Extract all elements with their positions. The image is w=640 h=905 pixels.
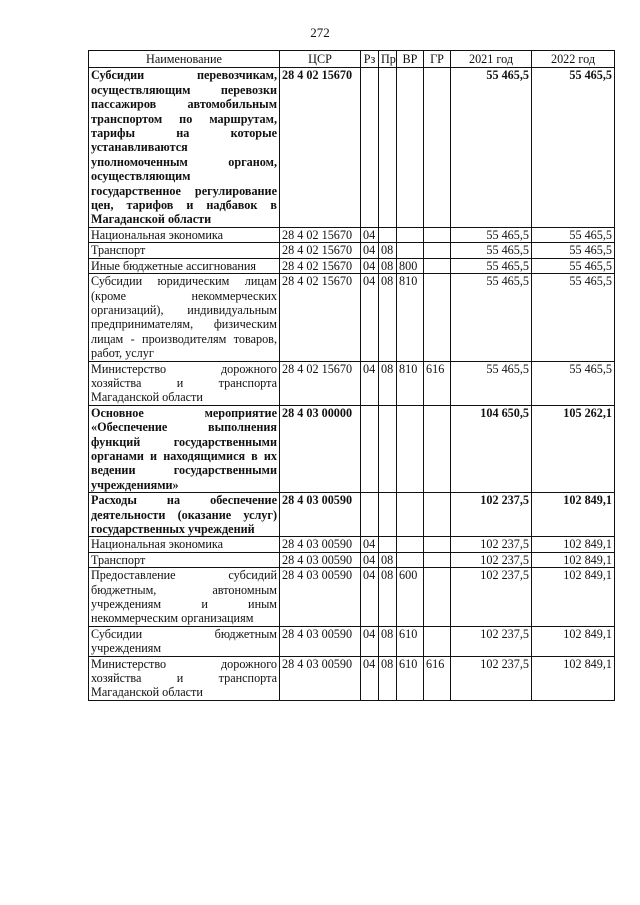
table-row [89, 274, 615, 361]
cell-gr [424, 552, 451, 567]
cell-rz: 04 [361, 537, 379, 552]
cell-csr: 28 4 03 00590 [280, 493, 361, 537]
table-row [89, 552, 615, 567]
cell-2021: 102 237,5 [451, 493, 532, 537]
cell-2022: 55 465,5 [532, 361, 615, 405]
cell-vr [397, 405, 424, 492]
cell-vr [397, 493, 424, 537]
cell-name: Расходы на обеспечение деятельности (оказание услуг) государственных учреждений [89, 493, 280, 537]
cell-csr: 28 4 03 00590 [280, 626, 361, 656]
cell-vr [397, 552, 424, 567]
table-row [89, 361, 615, 405]
cell-2021: 55 465,5 [451, 68, 532, 227]
cell-2022: 102 849,1 [532, 552, 615, 567]
cell-rz: 04 [361, 258, 379, 273]
cell-pr [379, 493, 397, 537]
cell-csr: 28 4 03 00590 [280, 568, 361, 627]
cell-2022: 55 465,5 [532, 258, 615, 273]
cell-name: Субсидии перевозчикам, осуществляющим перевозки пассажиров автомобильным транспортом по маршрутам, тарифы на которые устанавливаются уполномоченным органом, осуществляющим государственное регулирование цен, тарифов и надбавок в Магаданской области [89, 68, 280, 227]
cell-gr [424, 227, 451, 242]
cell-2021: 102 237,5 [451, 626, 532, 656]
cell-name: Субсидии бюджетным учреждениям [89, 626, 280, 656]
cell-gr [424, 568, 451, 627]
cell-rz [361, 68, 379, 227]
cell-2022: 102 849,1 [532, 537, 615, 552]
cell-2021: 102 237,5 [451, 552, 532, 567]
cell-pr [379, 405, 397, 492]
cell-pr: 08 [379, 274, 397, 361]
cell-gr [424, 493, 451, 537]
cell-csr: 28 4 02 15670 [280, 68, 361, 227]
cell-name: Основное мероприятие «Обеспечение выполнения функций государственными органами и находящимися в их ведении государственными учреждениями» [89, 405, 280, 492]
cell-2021: 102 237,5 [451, 656, 532, 700]
cell-gr: 616 [424, 361, 451, 405]
cell-gr [424, 258, 451, 273]
cell-rz: 04 [361, 552, 379, 567]
cell-gr [424, 243, 451, 258]
cell-rz: 04 [361, 568, 379, 627]
header-vr: ВР [397, 51, 424, 68]
cell-pr [379, 68, 397, 227]
cell-vr: 610 [397, 626, 424, 656]
table-row [89, 626, 615, 656]
budget-table [88, 50, 615, 701]
cell-name: Транспорт [89, 243, 280, 258]
cell-vr [397, 243, 424, 258]
cell-csr: 28 4 02 15670 [280, 258, 361, 273]
cell-2022: 55 465,5 [532, 274, 615, 361]
cell-pr: 08 [379, 552, 397, 567]
cell-2021: 102 237,5 [451, 568, 532, 627]
header-rz: Рз [361, 51, 379, 68]
cell-csr: 28 4 03 00000 [280, 405, 361, 492]
table-row [89, 243, 615, 258]
page-number: 272 [310, 25, 330, 40]
cell-rz: 04 [361, 274, 379, 361]
cell-vr [397, 537, 424, 552]
table-header-row [89, 51, 615, 68]
header-name: Наименование [89, 51, 280, 68]
cell-2021: 104 650,5 [451, 405, 532, 492]
header-csr: ЦСР [280, 51, 361, 68]
cell-name: Министерство дорожного хозяйства и транспорта Магаданской области [89, 656, 280, 700]
cell-vr [397, 68, 424, 227]
cell-csr: 28 4 02 15670 [280, 227, 361, 242]
table-row [89, 227, 615, 242]
cell-name: Иные бюджетные ассигнования [89, 258, 280, 273]
cell-2022: 55 465,5 [532, 243, 615, 258]
cell-gr [424, 405, 451, 492]
cell-2021: 102 237,5 [451, 537, 532, 552]
cell-name: Предоставление субсидий бюджетным, автономным учреждениям и иным некоммерческим организациям [89, 568, 280, 627]
table-body [89, 68, 615, 700]
table-row [89, 656, 615, 700]
cell-2022: 102 849,1 [532, 568, 615, 627]
cell-rz [361, 405, 379, 492]
cell-gr [424, 68, 451, 227]
table-row [89, 537, 615, 552]
cell-csr: 28 4 02 15670 [280, 361, 361, 405]
cell-name: Национальная экономика [89, 227, 280, 242]
cell-pr: 08 [379, 361, 397, 405]
cell-rz [361, 493, 379, 537]
cell-vr: 800 [397, 258, 424, 273]
cell-gr [424, 274, 451, 361]
header-pr: Пр [379, 51, 397, 68]
cell-pr [379, 537, 397, 552]
cell-name: Национальная экономика [89, 537, 280, 552]
cell-2021: 55 465,5 [451, 258, 532, 273]
cell-csr: 28 4 03 00590 [280, 656, 361, 700]
cell-pr [379, 227, 397, 242]
table-row [89, 493, 615, 537]
cell-2021: 55 465,5 [451, 361, 532, 405]
header-2021: 2021 год [451, 51, 532, 68]
cell-csr: 28 4 02 15670 [280, 243, 361, 258]
cell-vr: 810 [397, 274, 424, 361]
cell-csr: 28 4 03 00590 [280, 537, 361, 552]
cell-rz: 04 [361, 626, 379, 656]
cell-pr: 08 [379, 243, 397, 258]
cell-name: Транспорт [89, 552, 280, 567]
cell-vr: 810 [397, 361, 424, 405]
cell-pr: 08 [379, 626, 397, 656]
cell-2021: 55 465,5 [451, 243, 532, 258]
cell-csr: 28 4 03 00590 [280, 552, 361, 567]
cell-2022: 105 262,1 [532, 405, 615, 492]
cell-vr [397, 227, 424, 242]
header-2022: 2022 год [532, 51, 615, 68]
cell-gr: 616 [424, 656, 451, 700]
header-gr: ГР [424, 51, 451, 68]
cell-2021: 55 465,5 [451, 227, 532, 242]
cell-pr: 08 [379, 258, 397, 273]
cell-2022: 102 849,1 [532, 656, 615, 700]
cell-rz: 04 [361, 656, 379, 700]
cell-name: Субсидии юридическим лицам (кроме некоммерческих организаций), индивидуальным предпринимателям, физическим лицам - производителям товаров, работ, услуг [89, 274, 280, 361]
cell-vr: 600 [397, 568, 424, 627]
table-row [89, 405, 615, 492]
cell-gr [424, 626, 451, 656]
cell-2022: 102 849,1 [532, 626, 615, 656]
cell-pr: 08 [379, 656, 397, 700]
cell-vr: 610 [397, 656, 424, 700]
cell-csr: 28 4 02 15670 [280, 274, 361, 361]
cell-gr [424, 537, 451, 552]
cell-2022: 55 465,5 [532, 227, 615, 242]
table-row [89, 68, 615, 227]
cell-rz: 04 [361, 361, 379, 405]
cell-2022: 102 849,1 [532, 493, 615, 537]
cell-2021: 55 465,5 [451, 274, 532, 361]
table-row [89, 568, 615, 627]
cell-pr: 08 [379, 568, 397, 627]
table-row [89, 258, 615, 273]
cell-name: Министерство дорожного хозяйства и транспорта Магаданской области [89, 361, 280, 405]
cell-2022: 55 465,5 [532, 68, 615, 227]
cell-rz: 04 [361, 243, 379, 258]
cell-rz: 04 [361, 227, 379, 242]
